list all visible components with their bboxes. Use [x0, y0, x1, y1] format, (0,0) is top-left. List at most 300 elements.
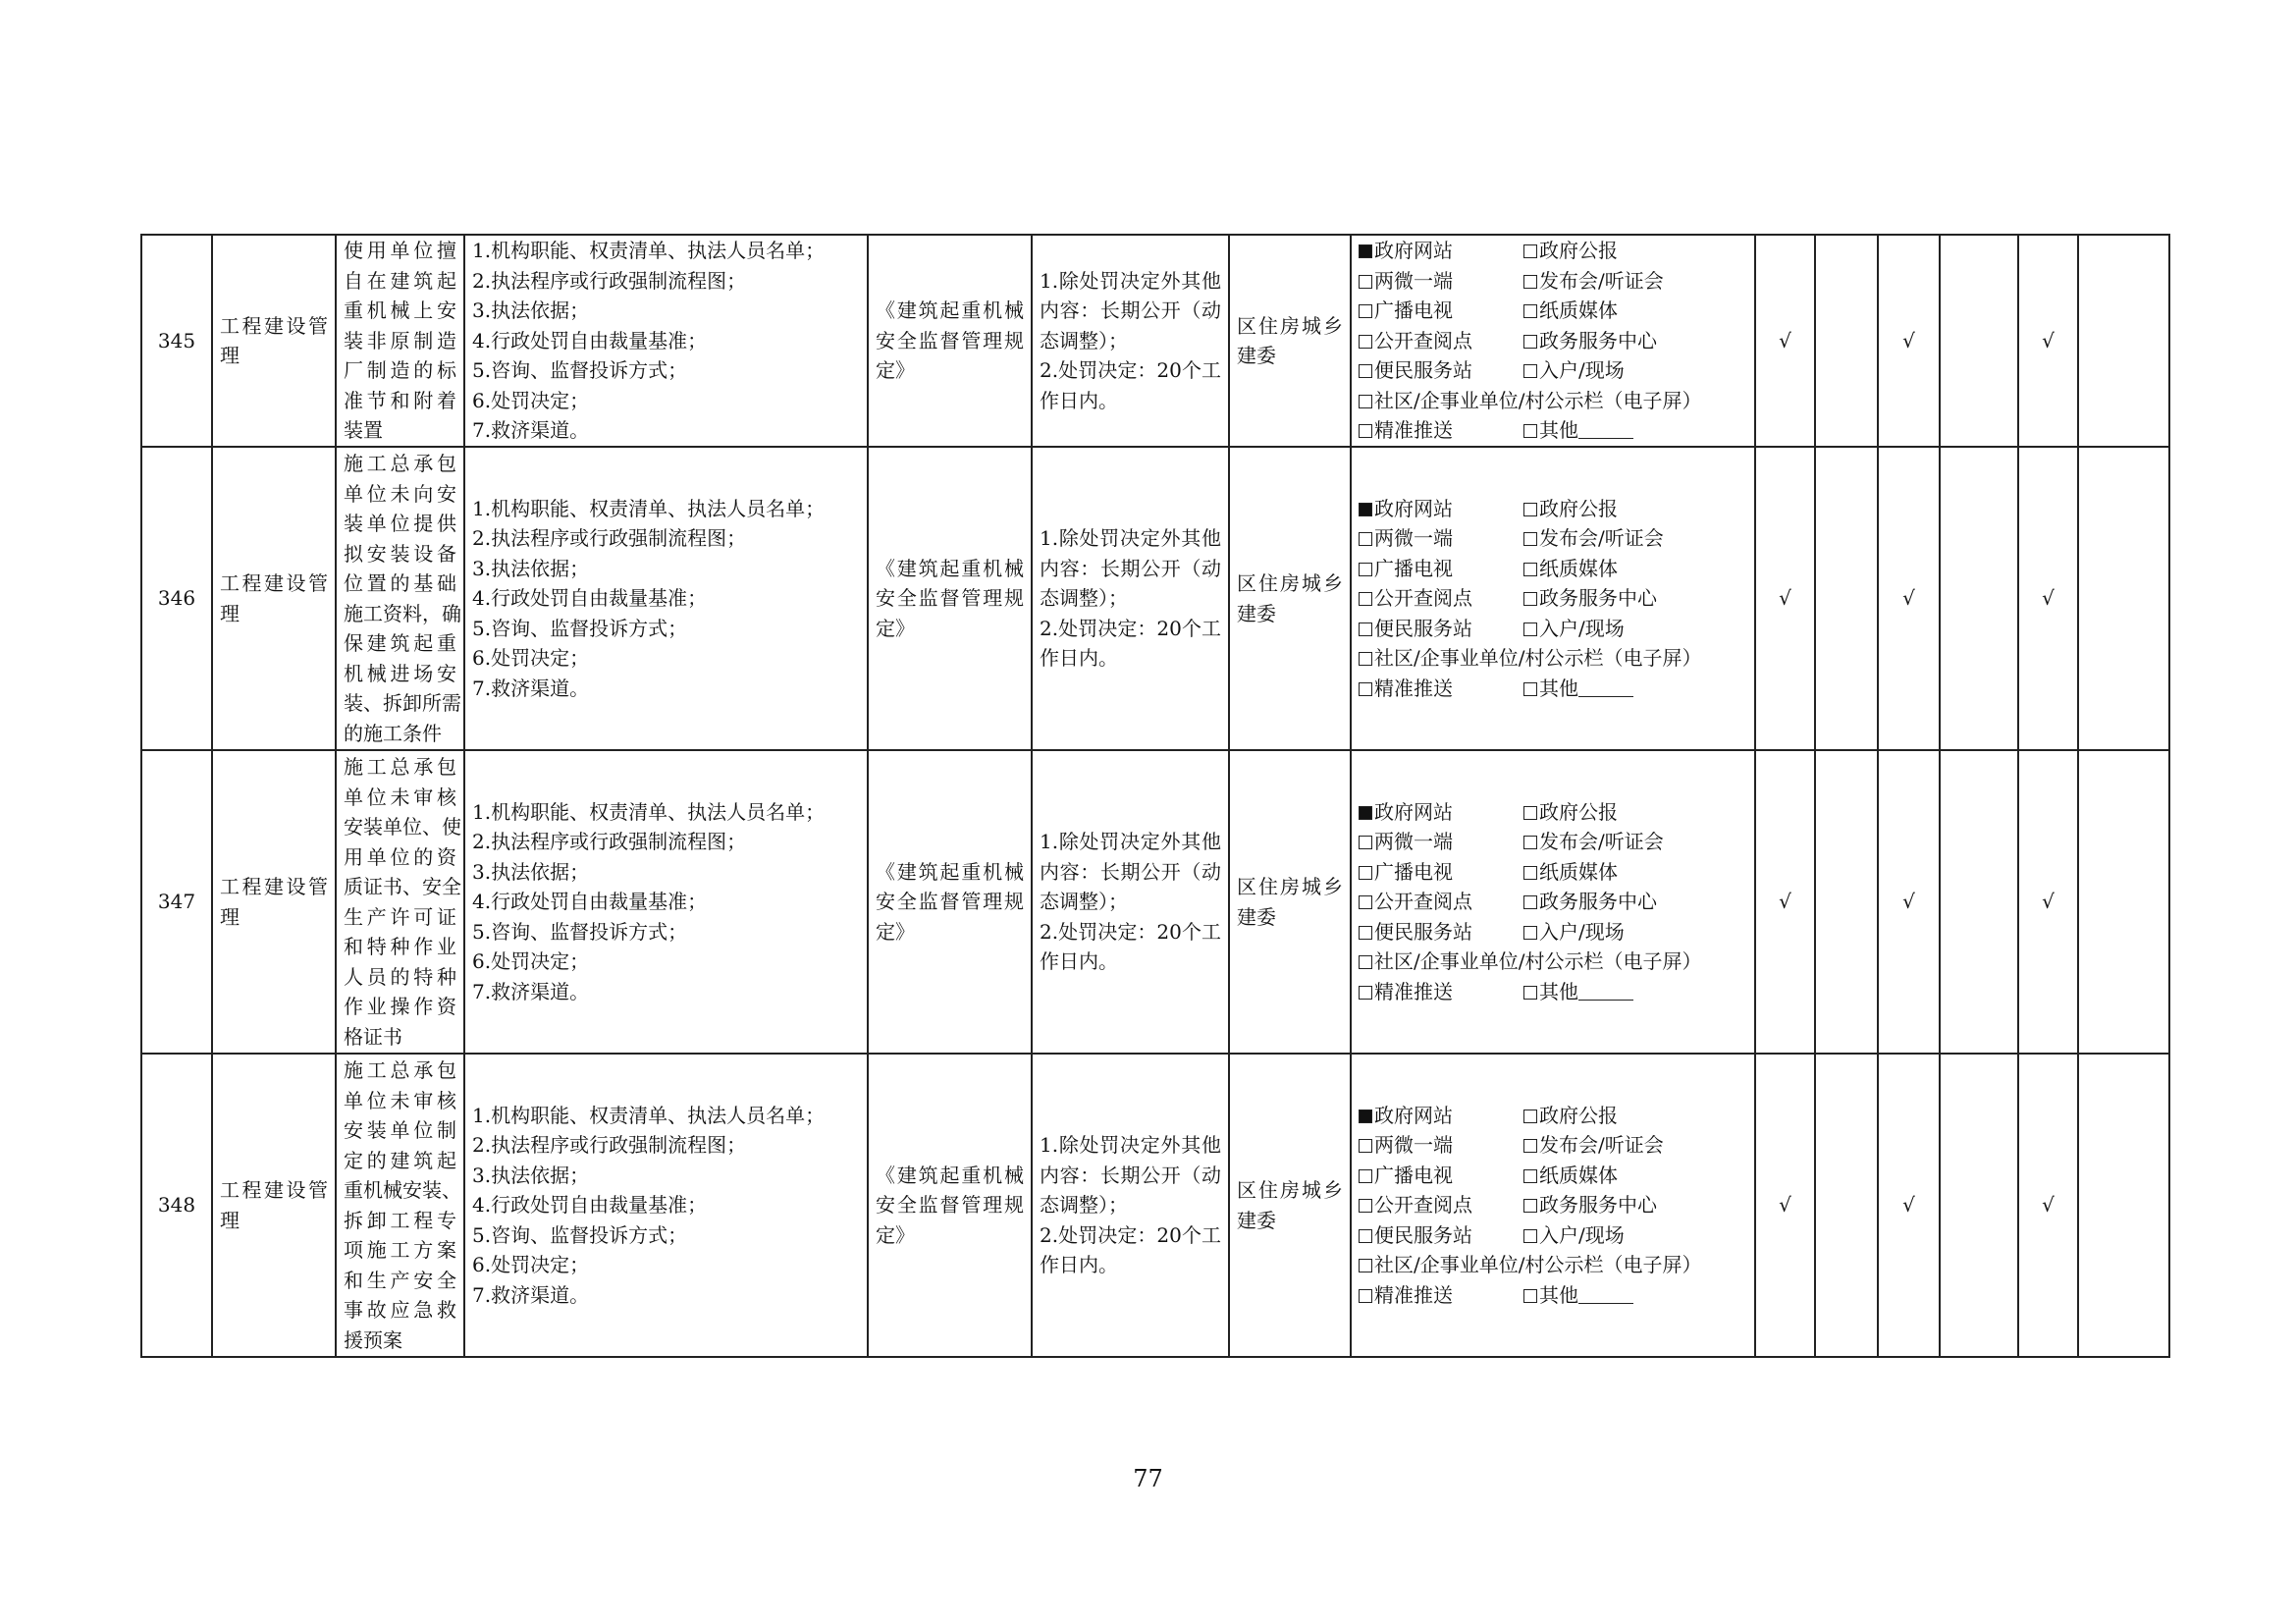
checked-box-icon[interactable]	[1359, 244, 1372, 258]
check-cell: √	[1755, 235, 1815, 447]
check-cell	[1815, 750, 1878, 1054]
check-cell: √	[2018, 447, 2078, 750]
checkbox-icon[interactable]	[1359, 986, 1372, 1000]
subject-line: 建委	[1237, 1208, 1276, 1232]
timing-line: 作日内。	[1040, 1253, 1118, 1277]
channel-option[interactable]	[1359, 236, 1523, 266]
checkbox-icon[interactable]	[1523, 275, 1537, 289]
matter-line: 安装单位制	[344, 1118, 456, 1142]
checkbox-icon[interactable]	[1359, 1229, 1372, 1243]
basis-line: 《建筑起重机械	[876, 859, 1024, 884]
channel-option[interactable]	[1359, 386, 1701, 416]
channel-row	[1359, 887, 1747, 917]
timing-line: 2.处罚决定：20个工	[1040, 1222, 1221, 1247]
check-cell: √	[2018, 1054, 2078, 1357]
checkbox-icon[interactable]	[1359, 1199, 1372, 1213]
blank-underline	[1578, 420, 1633, 439]
channel-option[interactable]	[1523, 236, 1618, 266]
subject-cell	[1229, 447, 1351, 750]
basis-line: 定》	[876, 1222, 915, 1247]
channel-label: 入户/现场	[1539, 1222, 1625, 1247]
channel-option[interactable]	[1359, 643, 1701, 674]
row-number: 346	[141, 447, 212, 750]
channel-option[interactable]	[1523, 355, 1625, 386]
channel-option[interactable]	[1359, 1250, 1701, 1280]
channel-row	[1359, 1161, 1747, 1191]
channel-label: 社区/企事业单位/村公示栏（电子屏）	[1374, 949, 1702, 974]
checkbox-icon[interactable]	[1523, 364, 1537, 378]
channel-row	[1359, 583, 1747, 614]
check-cell	[2078, 447, 2169, 750]
basis-cell	[868, 235, 1032, 447]
category-line: 工程建设管	[220, 571, 328, 595]
matter-line: 单位未审核	[344, 785, 456, 809]
matter-line: 保建筑起重	[344, 631, 456, 655]
matter-line: 位置的基础	[344, 571, 456, 595]
content-line: 7.救济渠道。	[472, 1282, 590, 1307]
channel-row	[1359, 614, 1747, 644]
checkbox-icon[interactable]	[1523, 424, 1537, 438]
checkbox-icon[interactable]	[1523, 806, 1537, 820]
content-cell	[464, 1054, 868, 1357]
content-line: 3.执法依据；	[472, 859, 590, 884]
checkbox-icon[interactable]	[1359, 955, 1372, 969]
checkbox-icon[interactable]	[1523, 304, 1537, 318]
checkbox-icon[interactable]	[1359, 1259, 1372, 1272]
channel-option[interactable]	[1359, 1130, 1523, 1161]
channel-option[interactable]	[1359, 1190, 1523, 1220]
channel-row	[1359, 674, 1747, 704]
channel-label: 其他	[1539, 979, 1578, 1003]
channel-option[interactable]	[1359, 827, 1523, 857]
check-cell: √	[1755, 447, 1815, 750]
channel-row	[1359, 494, 1747, 524]
checkbox-icon[interactable]	[1523, 592, 1537, 606]
channel-option[interactable]	[1523, 415, 1633, 446]
checkbox-icon[interactable]	[1523, 1110, 1537, 1123]
channel-row	[1359, 296, 1747, 326]
timing-line: 态调整）；	[1040, 328, 1128, 352]
check-cell: √	[1878, 447, 1940, 750]
matter-line: 生产许可证	[344, 904, 456, 929]
check-cell	[1940, 447, 2018, 750]
checkbox-icon[interactable]	[1359, 1169, 1372, 1183]
channel-option[interactable]	[1359, 494, 1523, 524]
content-line: 1.机构职能、权责清单、执法人员名单；	[472, 239, 826, 263]
channel-option[interactable]	[1359, 415, 1523, 446]
channel-row	[1359, 1280, 1747, 1311]
channel-option[interactable]	[1523, 917, 1625, 947]
content-line: 1.机构职能、权责清单、执法人员名单；	[472, 799, 826, 824]
channel-option[interactable]	[1523, 523, 1664, 554]
channel-label: 其他	[1539, 418, 1578, 443]
matter-line: 项施工方案	[344, 1238, 456, 1262]
matter-line: 单位未向安	[344, 481, 456, 506]
channel-option[interactable]	[1523, 583, 1657, 614]
row-number: 347	[141, 750, 212, 1054]
channel-label: 入户/现场	[1539, 616, 1625, 640]
checked-box-icon[interactable]	[1359, 503, 1372, 516]
table-row	[141, 447, 2169, 750]
basis-line: 安全监督管理规	[876, 586, 1024, 611]
channel-label: 便民服务站	[1374, 616, 1472, 640]
category-line: 理	[220, 904, 240, 929]
matter-line: 质证书、安全	[344, 875, 461, 898]
channel-option[interactable]	[1359, 296, 1523, 326]
channel-label: 其他	[1539, 676, 1578, 700]
checkbox-icon[interactable]	[1523, 335, 1537, 349]
matter-line: 准节和附着	[344, 388, 456, 412]
channel-row	[1359, 977, 1747, 1007]
channel-option[interactable]	[1359, 887, 1523, 917]
category-cell	[212, 447, 336, 750]
channel-label: 便民服务站	[1374, 358, 1472, 383]
channel-row	[1359, 266, 1747, 297]
matter-line: 厂制造的标	[344, 358, 456, 383]
subject-line: 区住房城乡	[1237, 313, 1343, 338]
channel-option[interactable]	[1359, 1161, 1523, 1191]
checkbox-icon[interactable]	[1523, 682, 1537, 696]
channel-label: 入户/现场	[1539, 919, 1625, 944]
timing-line: 作日内。	[1040, 949, 1118, 974]
content-line: 1.机构职能、权责清单、执法人员名单；	[472, 1103, 826, 1127]
channel-label: 政务服务中心	[1539, 328, 1657, 352]
channel-option[interactable]	[1523, 554, 1618, 584]
channel-label: 公开查阅点	[1374, 586, 1472, 611]
content-line: 4.行政处罚自由裁量基准；	[472, 586, 708, 611]
channel-option[interactable]	[1359, 1280, 1523, 1311]
content-line: 4.行政处罚自由裁量基准；	[472, 328, 708, 352]
check-cell: √	[1878, 750, 1940, 1054]
checkbox-icon[interactable]	[1523, 836, 1537, 849]
channel-label: 公开查阅点	[1374, 328, 1472, 352]
blank-underline	[1578, 1285, 1633, 1304]
channel-row	[1359, 827, 1747, 857]
checkbox-icon[interactable]	[1359, 836, 1372, 849]
channel-label: 精准推送	[1374, 676, 1453, 700]
matter-line: 援预案	[344, 1327, 402, 1352]
channel-label: 政府公报	[1539, 799, 1618, 824]
checkbox-icon[interactable]	[1359, 424, 1372, 438]
checkbox-icon[interactable]	[1523, 1289, 1537, 1303]
channel-option[interactable]	[1359, 857, 1523, 888]
channel-label: 社区/企事业单位/村公示栏（电子屏）	[1374, 1253, 1702, 1277]
checkbox-icon[interactable]	[1523, 1199, 1537, 1213]
channel-label: 政府网站	[1374, 239, 1453, 263]
basis-line: 定》	[876, 919, 915, 944]
subject-line: 区住房城乡	[1237, 571, 1343, 595]
channel-label: 发布会/听证会	[1539, 526, 1664, 551]
channel-row	[1359, 947, 1747, 977]
checkbox-icon[interactable]	[1359, 563, 1372, 576]
content-line: 2.执法程序或行政强制流程图；	[472, 1133, 747, 1158]
basis-cell	[868, 750, 1032, 1054]
content-cell	[464, 447, 868, 750]
content-line: 6.处罚决定；	[472, 949, 590, 974]
blank-underline	[1578, 678, 1633, 697]
channel-label: 社区/企事业单位/村公示栏（电子屏）	[1374, 646, 1702, 671]
checkbox-icon[interactable]	[1523, 866, 1537, 880]
timing-line: 态调整）；	[1040, 586, 1128, 611]
checkbox-icon[interactable]	[1359, 926, 1372, 940]
channel-option[interactable]	[1523, 674, 1633, 704]
channel-row	[1359, 326, 1747, 356]
content-line: 4.行政处罚自由裁量基准；	[472, 1193, 708, 1218]
channel-option[interactable]	[1359, 614, 1523, 644]
channel-option[interactable]	[1523, 494, 1618, 524]
channel-row	[1359, 236, 1747, 266]
basis-line: 安全监督管理规	[876, 1193, 1024, 1218]
checkbox-icon[interactable]	[1523, 244, 1537, 258]
checkbox-icon[interactable]	[1359, 592, 1372, 606]
channel-option[interactable]	[1523, 326, 1657, 356]
channel-option[interactable]	[1359, 355, 1523, 386]
channel-label: 便民服务站	[1374, 1222, 1472, 1247]
content-line: 7.救济渠道。	[472, 979, 590, 1003]
channel-option[interactable]	[1523, 977, 1633, 1007]
checkbox-icon[interactable]	[1359, 623, 1372, 636]
content-line: 3.执法依据；	[472, 1163, 590, 1187]
timing-cell	[1032, 1054, 1229, 1357]
matter-line: 单位未审核	[344, 1088, 456, 1112]
content-cell	[464, 235, 868, 447]
channel-label: 其他	[1539, 1282, 1578, 1307]
checkbox-icon[interactable]	[1359, 682, 1372, 696]
category-line: 理	[220, 601, 240, 625]
channel-label: 政府网站	[1374, 799, 1453, 824]
channel-row	[1359, 415, 1747, 446]
matter-line: 重机械上安	[344, 298, 456, 323]
channel-option[interactable]	[1359, 583, 1523, 614]
basis-line: 安全监督管理规	[876, 328, 1024, 352]
category-cell	[212, 235, 336, 447]
matter-cell	[336, 235, 464, 447]
category-line: 理	[220, 344, 240, 367]
channel-option[interactable]	[1523, 887, 1657, 917]
matter-line: 作业操作资	[344, 995, 456, 1018]
channel-label: 精准推送	[1374, 979, 1453, 1003]
matter-cell	[336, 447, 464, 750]
matter-line: 和特种作业	[344, 935, 456, 958]
timing-line: 1.除处罚决定外其他	[1040, 1133, 1221, 1158]
timing-line: 态调整）；	[1040, 890, 1128, 914]
channels-cell	[1351, 235, 1755, 447]
subject-line: 建委	[1237, 904, 1276, 929]
channel-option[interactable]	[1359, 947, 1701, 977]
channel-option[interactable]	[1523, 614, 1625, 644]
content-line: 7.救济渠道。	[472, 676, 590, 700]
timing-line: 态调整）；	[1040, 1193, 1128, 1218]
channel-label: 两微一端	[1374, 526, 1453, 551]
timing-cell	[1032, 447, 1229, 750]
matter-line: 拆卸工程专	[344, 1208, 456, 1232]
channel-option[interactable]	[1523, 1130, 1664, 1161]
channel-option[interactable]	[1523, 827, 1664, 857]
matter-line: 装单位提供	[344, 512, 456, 535]
checkbox-icon[interactable]	[1359, 304, 1372, 318]
channel-list	[1359, 494, 1747, 704]
channel-option[interactable]	[1523, 296, 1618, 326]
timing-line: 1.除处罚决定外其他	[1040, 526, 1221, 551]
channel-option[interactable]	[1523, 1161, 1618, 1191]
content-line: 5.咨询、监督投诉方式；	[472, 1222, 688, 1247]
table-row	[141, 1054, 2169, 1357]
channel-option[interactable]	[1359, 326, 1523, 356]
channel-row	[1359, 523, 1747, 554]
channel-option[interactable]	[1359, 1220, 1523, 1251]
checkbox-icon[interactable]	[1359, 364, 1372, 378]
channel-option[interactable]	[1359, 266, 1523, 297]
channel-label: 便民服务站	[1374, 919, 1472, 944]
checkbox-icon[interactable]	[1523, 532, 1537, 546]
channel-option[interactable]	[1359, 917, 1523, 947]
checkbox-icon[interactable]	[1359, 395, 1372, 408]
matter-line: 施工资料，确	[344, 601, 461, 625]
channel-label: 纸质媒体	[1539, 298, 1618, 323]
checkbox-icon[interactable]	[1359, 275, 1372, 289]
subject-line: 区住房城乡	[1237, 1178, 1343, 1202]
basis-line: 《建筑起重机械	[876, 556, 1024, 580]
channel-option[interactable]	[1523, 266, 1664, 297]
channel-row	[1359, 643, 1747, 674]
check-cell	[2078, 235, 2169, 447]
matter-line: 施工总承包	[344, 1058, 456, 1082]
channel-list	[1359, 236, 1747, 446]
channel-label: 发布会/听证会	[1539, 268, 1664, 293]
channel-option[interactable]	[1523, 1190, 1657, 1220]
channel-option[interactable]	[1359, 554, 1523, 584]
timing-line: 内容：长期公开（动	[1040, 1163, 1221, 1187]
content-line: 2.执法程序或行政强制流程图；	[472, 526, 747, 551]
checkbox-icon[interactable]	[1359, 335, 1372, 349]
channel-option[interactable]	[1523, 797, 1618, 828]
content-line: 2.执法程序或行政强制流程图；	[472, 830, 747, 854]
timing-line: 内容：长期公开（动	[1040, 556, 1221, 580]
checkbox-icon[interactable]	[1523, 1139, 1537, 1153]
channel-label: 公开查阅点	[1374, 890, 1472, 914]
channel-row	[1359, 355, 1747, 386]
checkbox-icon[interactable]	[1523, 623, 1537, 636]
timing-line: 内容：长期公开（动	[1040, 298, 1221, 323]
channel-option[interactable]	[1359, 1101, 1523, 1131]
content-line: 6.处罚决定；	[472, 1253, 590, 1277]
channel-row	[1359, 554, 1747, 584]
checkbox-icon[interactable]	[1523, 1229, 1537, 1243]
channel-label: 精准推送	[1374, 1282, 1453, 1307]
checkbox-icon[interactable]	[1523, 563, 1537, 576]
checkbox-icon[interactable]	[1359, 866, 1372, 880]
check-cell	[2078, 1054, 2169, 1357]
timing-cell	[1032, 750, 1229, 1054]
checkbox-icon[interactable]	[1359, 1289, 1372, 1303]
channel-option[interactable]	[1359, 523, 1523, 554]
row-number: 348	[141, 1054, 212, 1357]
checkbox-icon[interactable]	[1523, 503, 1537, 516]
checkbox-icon[interactable]	[1359, 1139, 1372, 1153]
channel-label: 广播电视	[1374, 859, 1453, 884]
channel-option[interactable]	[1523, 1101, 1618, 1131]
checkbox-icon[interactable]	[1359, 895, 1372, 909]
timing-line: 2.处罚决定：20个工	[1040, 358, 1221, 383]
channel-label: 入户/现场	[1539, 358, 1625, 383]
content-line: 5.咨询、监督投诉方式；	[472, 616, 688, 640]
basis-cell	[868, 447, 1032, 750]
channel-option[interactable]	[1359, 797, 1523, 828]
checked-box-icon[interactable]	[1359, 1110, 1372, 1123]
content-line: 7.救济渠道。	[472, 418, 590, 443]
disclosure-table	[140, 234, 2170, 1358]
matter-line: 和生产安全	[344, 1268, 456, 1292]
content-line: 3.执法依据；	[472, 556, 590, 580]
channel-label: 广播电视	[1374, 1163, 1453, 1187]
content-cell	[464, 750, 868, 1054]
channel-label: 政务服务中心	[1539, 1193, 1657, 1218]
checkbox-icon[interactable]	[1523, 926, 1537, 940]
channel-label: 政府公报	[1539, 1103, 1618, 1127]
channel-label: 广播电视	[1374, 556, 1453, 580]
channel-label: 两微一端	[1374, 1133, 1453, 1158]
channel-label: 政府网站	[1374, 496, 1453, 520]
timing-line: 作日内。	[1040, 388, 1118, 412]
matter-line: 使用单位擅	[344, 239, 456, 263]
channel-label: 两微一端	[1374, 268, 1453, 293]
channel-option[interactable]	[1523, 857, 1618, 888]
page-number: 77	[1133, 1465, 1163, 1492]
checkbox-icon[interactable]	[1523, 895, 1537, 909]
channel-label: 公开查阅点	[1374, 1193, 1472, 1218]
matter-line: 装非原制造	[344, 328, 456, 352]
checkbox-icon[interactable]	[1523, 986, 1537, 1000]
channel-row	[1359, 1101, 1747, 1131]
check-cell	[1815, 1054, 1878, 1357]
channel-option[interactable]	[1359, 674, 1523, 704]
timing-line: 2.处罚决定：20个工	[1040, 616, 1221, 640]
channel-label: 政务服务中心	[1539, 586, 1657, 611]
timing-line: 1.除处罚决定外其他	[1040, 268, 1221, 293]
channel-option[interactable]	[1523, 1280, 1633, 1311]
matter-line: 定的建筑起	[344, 1148, 456, 1172]
checkbox-icon[interactable]	[1523, 1169, 1537, 1183]
category-cell	[212, 750, 336, 1054]
timing-line: 作日内。	[1040, 646, 1118, 671]
content-line: 6.处罚决定；	[472, 388, 590, 412]
timing-cell	[1032, 235, 1229, 447]
channel-label: 发布会/听证会	[1539, 1133, 1664, 1158]
check-cell	[1815, 235, 1878, 447]
content-line: 2.执法程序或行政强制流程图；	[472, 268, 747, 293]
checked-box-icon[interactable]	[1359, 806, 1372, 820]
content-line: 3.执法依据；	[472, 298, 590, 323]
channel-label: 发布会/听证会	[1539, 830, 1664, 854]
category-line: 工程建设管	[220, 313, 328, 338]
matter-line: 重机械安装、	[344, 1178, 461, 1202]
channel-label: 社区/企事业单位/村公示栏（电子屏）	[1374, 388, 1702, 412]
category-cell	[212, 1054, 336, 1357]
checkbox-icon[interactable]	[1359, 532, 1372, 546]
matter-line: 拟安装设备	[344, 541, 456, 566]
channel-option[interactable]	[1359, 977, 1523, 1007]
category-line: 工程建设管	[220, 875, 328, 898]
channel-row	[1359, 386, 1747, 416]
matter-line: 装置	[344, 418, 383, 443]
basis-line: 定》	[876, 616, 915, 640]
checkbox-icon[interactable]	[1359, 652, 1372, 666]
channel-option[interactable]	[1523, 1220, 1625, 1251]
content-line: 6.处罚决定；	[472, 646, 590, 671]
row-number: 345	[141, 235, 212, 447]
basis-cell	[868, 1054, 1032, 1357]
channels-cell	[1351, 447, 1755, 750]
